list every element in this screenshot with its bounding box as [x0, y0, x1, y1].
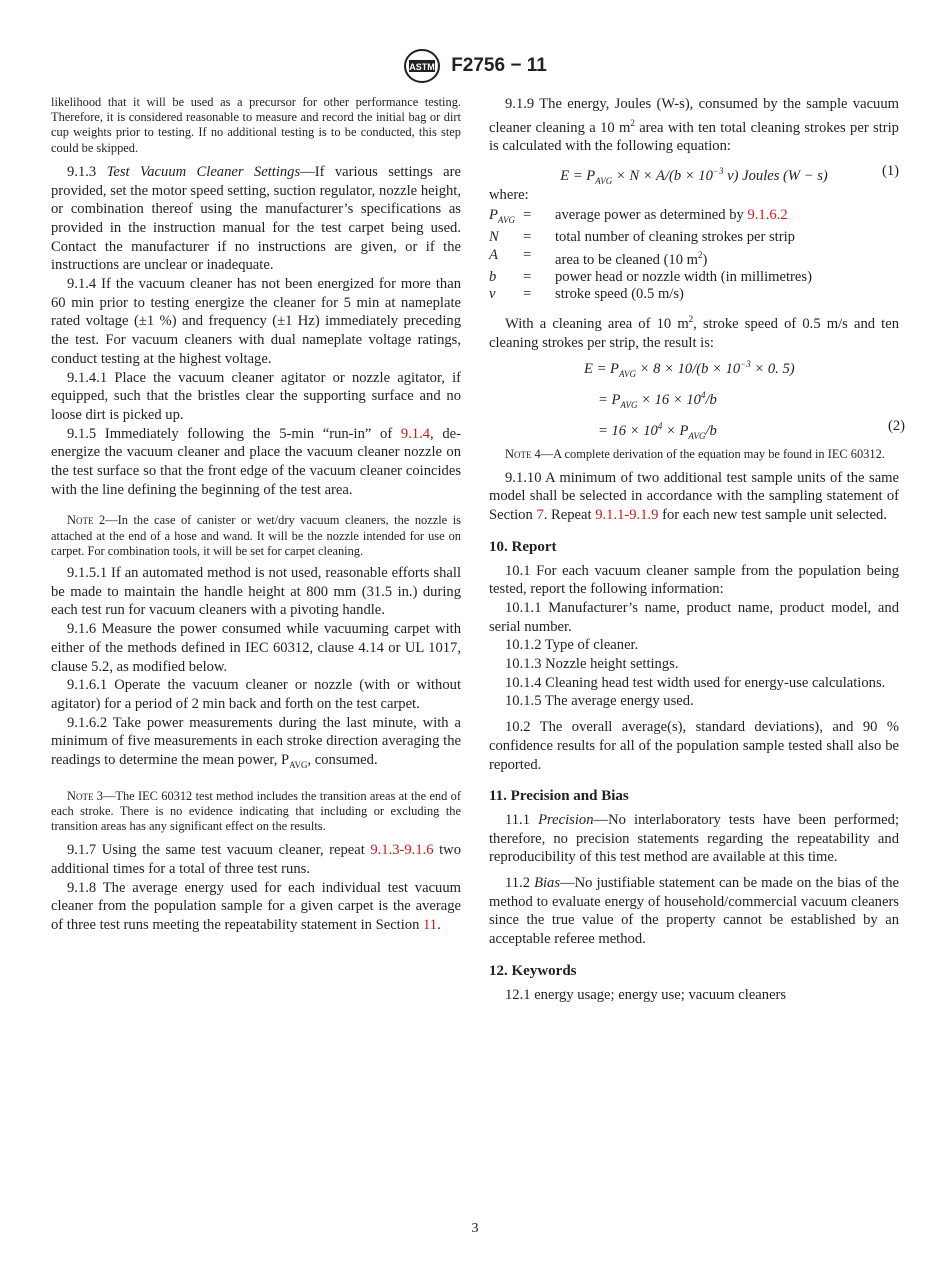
paragraph-9-1-6-2: 9.1.6.2 Take power measurements during the last minute, with a minimum of five measurements in each stroke direction averaging the readings to determine the mean power, $P_{AVG}$, consumed.	[51, 714, 461, 771]
link-section-7[interactable]: 7	[536, 507, 544, 524]
link-section-11[interactable]: 11	[423, 917, 438, 934]
page-number: 3	[471, 1221, 479, 1236]
equation-2: $E = P_{AVG} \times 8 \times 10/(b \times 10^{-3} \times 0$. 5) = $P_{AVG} \times 16 \times 10^4/b$ = $16 \times 10^4 \times P_{AVG}/b$ (2)	[584, 359, 905, 441]
definition-row: A = area to be cleaned (10 $m^2$)	[489, 246, 708, 268]
paragraph-11-2: 11.2 Bias—No justifiable statement can be made on the bias of the method to evaluate energy of household/commercial vacuum cleaners since the true value of the property cannot be established by an acceptable referee method.	[489, 875, 899, 948]
definition-row: b = power head or nozzle width (in millimetres)	[489, 268, 812, 285]
paragraph-9-1-8: 9.1.8 The average energy used for each individual test vacuum cleaner from the population sample for a given carpet is the average of three test runs meeting the repeatability statement in Section 11.	[51, 879, 461, 934]
link-9-1-6-2[interactable]: 9.1.6.2	[747, 206, 788, 223]
link-9-1-1-9-1-9[interactable]: 9.1.1-9.1.9	[595, 507, 659, 524]
paragraph-10-1-5: 10.1.5 The average energy used.	[505, 693, 694, 710]
paragraph-result: With a cleaning area of 10 $m^2$, stroke speed of 0.5 m/s and ten cleaning strokes per strip, the result is:	[489, 313, 899, 351]
paragraph-9-1-6: 9.1.6 Measure the power consumed while vacuuming carpet with either of the methods defined in IEC 60312, clause 4.14 or UL 1017, clause 5.2, as modified below.	[51, 621, 461, 675]
where-label: where:	[489, 186, 529, 203]
paragraph-9-1-7: 9.1.7 Using the same test vacuum cleaner, repeat 9.1.3-9.1.6 two additional times for a total of three test runs.	[51, 842, 461, 878]
left-column	[51, 95, 461, 935]
link-9-1-3-9-1-6[interactable]: 9.1.3-9.1.6	[370, 842, 434, 859]
equation-number-2: (2)	[887, 417, 905, 434]
paragraph-10-1-4: 10.1.4 Cleaning head test width used for energy-use calculations.	[505, 674, 886, 691]
document-number: F2756 − 11	[451, 55, 547, 76]
paragraph-10-1-3: 10.1.3 Nozzle height settings.	[505, 656, 679, 673]
paragraph-9-1-9: 9.1.9 The energy, Joules (W-s), consumed by the sample vacuum cleaner cleaning a 10 $m^2$ area with ten total cleaning strokes per strip is calculated with the following equation:	[489, 96, 899, 155]
note-3: Note 3—The IEC 60312 test method includes the transition areas at the end of each stroke. There is no evidence indicating that including or excluding the transition areas has any significant effect on the results.	[51, 788, 461, 834]
paragraph-9-1-3: 9.1.3 Test Vacuum Cleaner Settings—If various settings are provided, set the motor speed setting, suction regulator, nozzle height, or combination thereof using the manufacturer’s specifications as provided in the instruction manual for the test carpet being used. Contact the manufacturer if no instructions are given, or if the instructions are unclear or inadequate.	[51, 163, 461, 274]
paragraph-10-1: 10.1 For each vacuum cleaner sample from the population being tested, report the following information:	[489, 562, 899, 598]
equation-number-1: (1)	[881, 162, 899, 179]
paragraph-9-1-10: 9.1.10 A minimum of two additional test sample units of the same model shall be selected in accordance with the sampling statement of Section 7. Repeat 9.1.1-9.1.9 for each new test sample unit selected.	[489, 469, 899, 524]
paragraph-10-1-2: 10.1.2 Type of cleaner.	[505, 637, 639, 654]
definition-row: $P_{AVG}$ = average power as determined by 9.1.6.2	[489, 206, 788, 225]
paragraph-10-1-1: 10.1.1 Manufacturer’s name, product name, product model, and serial number.	[489, 599, 899, 635]
paragraph-9-1-5-1: 9.1.5.1 If an automated method is not used, reasonable efforts shall be made to maintain the handle height at 800 mm (31.5 in.) during each test run for vacuum cleaners with a pivoting handle.	[51, 565, 461, 619]
paragraph-9-1-5: 9.1.5 Immediately following the 5-min “run-in” of 9.1.4, de-energize the vacuum cleaner and place the vacuum cleaner nozzle on the test surface so that the front edge of the vacuum cleaner coincides with the line defining the beginning of the test area.	[51, 425, 461, 498]
variable-definitions	[489, 207, 812, 304]
page-header	[0, 48, 950, 84]
paragraph-11-1: 11.1 Precision—No interlaboratory tests have been performed; therefore, no precision statements regarding the repeatability and reproducibility of this test method are available at this time.	[489, 811, 899, 866]
paragraph-10-2: 10.2 The overall average(s), standard deviations), and 90 % confidence results for all of the population sample tested shall also be reported.	[489, 719, 899, 773]
note-2: Note 2—In the case of canister or wet/dry vacuum cleaners, the nozzle is attached at the end of a hose and wand. It will be the nozzle intended for use on carpet. For combination tools, it will be set for carpet cleaning.	[51, 513, 461, 558]
paragraph-9-1-4: 9.1.4 If the vacuum cleaner has not been energized for more than 60 min prior to testing energize the cleaner for 5 min at nameplate rated voltage (±1 %) and frequency (±1 Hz) immediately preceding the test. For vacuum cleaners with dual nameplate voltage ratings, conduct testing at the highest voltage.	[51, 276, 461, 367]
section-title-report: 10. Report	[489, 538, 557, 555]
equation-1: $E = P_{AVG} \times N \times A/(b \times 10^{-3}$ v) Joules (W − s) (1)	[489, 160, 899, 182]
section-title-precision-bias: 11. Precision and Bias	[489, 788, 629, 805]
section-title-keywords: 12. Keywords	[489, 962, 577, 979]
definition-row: N = total number of cleaning strokes per strip	[489, 229, 795, 246]
link-9-1-4[interactable]: 9.1.4	[400, 425, 431, 442]
note-4: Note 4—A complete derivation of the equation may be found in IEC 60312.	[505, 446, 885, 461]
right-column	[489, 95, 905, 1004]
astm-logo-icon	[403, 48, 441, 84]
paragraph-9-1-4-1: 9.1.4.1 Place the vacuum cleaner agitator or nozzle agitator, if equipped, such that the bristles clear the supporting surface and no loose dirt is picked up.	[51, 369, 461, 423]
paragraph-12-1: 12.1 energy usage; energy use; vacuum cleaners	[505, 986, 787, 1003]
definition-row: v = stroke speed (0.5 m/s)	[489, 286, 684, 303]
svg-text:ASTM: ASTM	[409, 62, 435, 72]
paragraph-9-1-6-1: 9.1.6.1 Operate the vacuum cleaner or nozzle (with or without agitator) for a period of 2 min back and forth on the test carpet.	[51, 677, 461, 712]
paragraph-intro: likelihood that it will be used as a precursor for other performance testing. Therefore, it is considered reasonable to measure and record the initial bag or dirt cup weights prior to testing. If no additional testing is to be conducted, this step could be skipped.	[51, 95, 461, 155]
